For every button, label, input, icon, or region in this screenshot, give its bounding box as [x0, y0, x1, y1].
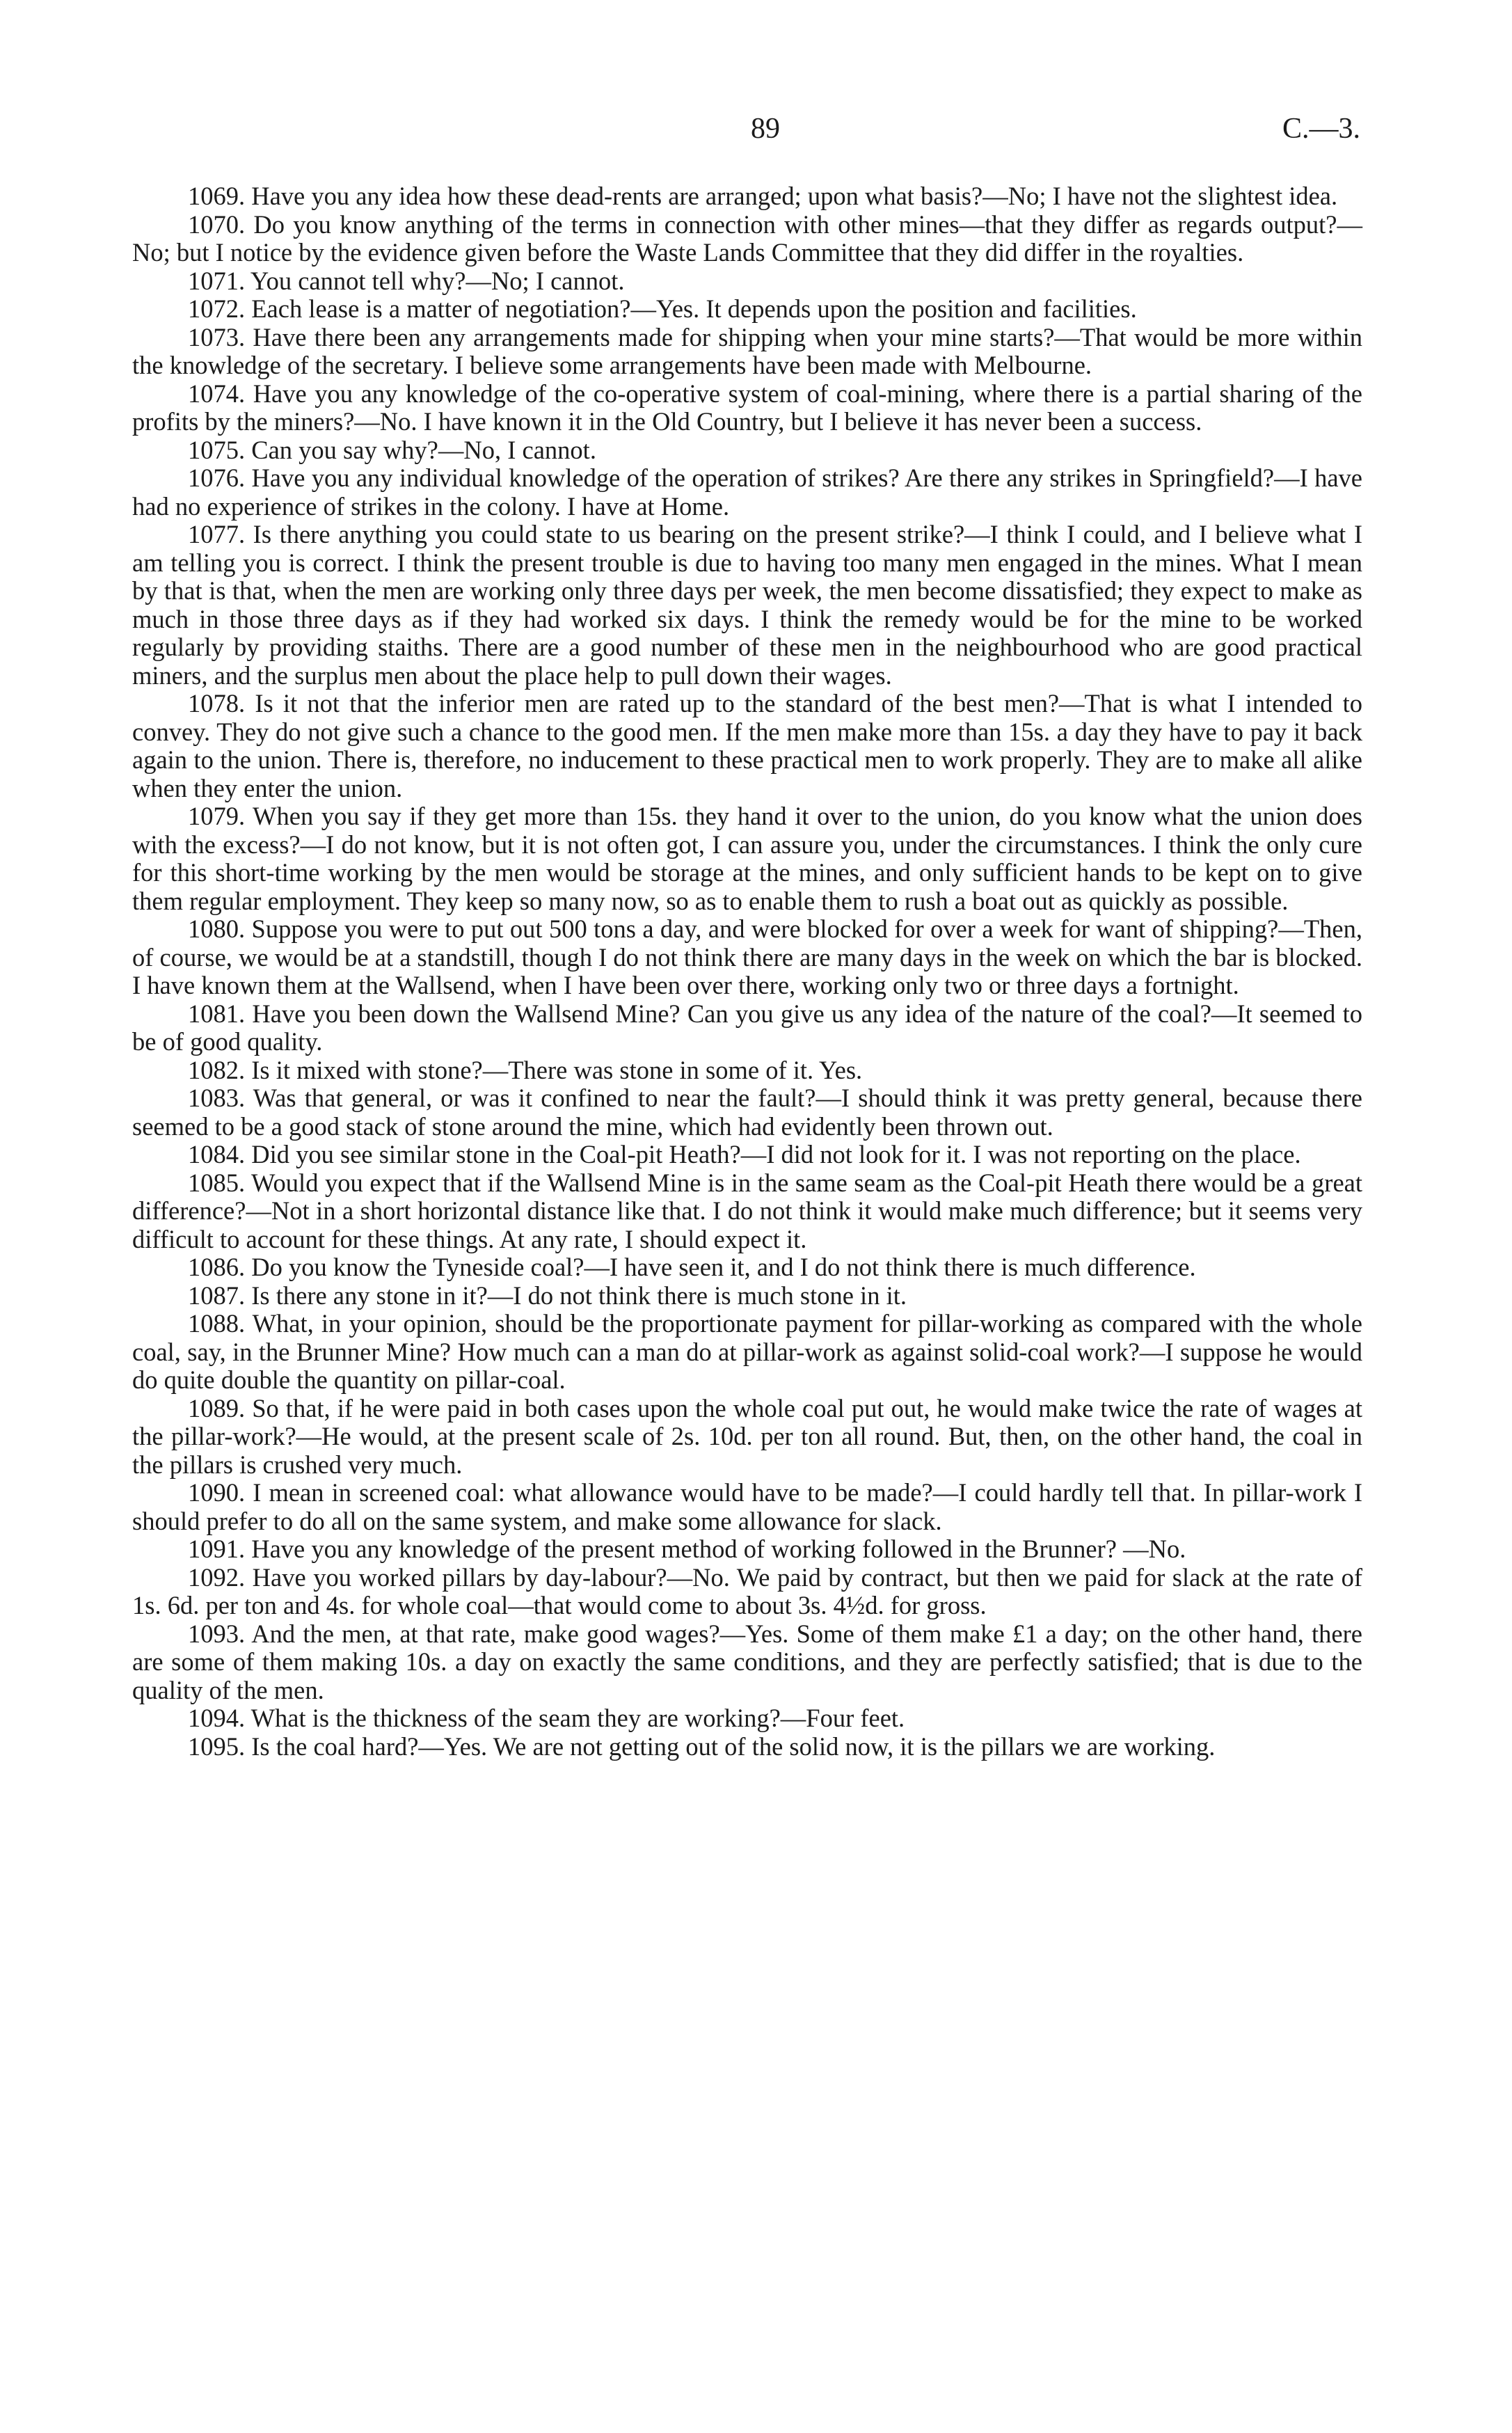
paragraph-1072: 1072. Each lease is a matter of negotiation?—Yes. It depends upon the position and facilities.: [188, 294, 1137, 323]
paragraph-1087: 1087. Is there any stone in it?—I do not think there is much stone in it.: [188, 1281, 907, 1310]
paragraph-1090: 1090. I mean in screened coal: what allowance would have to be made?—I could hardly tell that. In pillar-work I should prefer to do all on the same system, and make some allowance for slack.: [132, 1478, 1362, 1535]
paragraph-1089: 1089. So that, if he were paid in both cases upon the whole coal put out, he would make twice the rate of wages at the pillar-work?—He would, at the present scale of 2s. 10d. per ton all round. But, then, on the other hand, the coal in the pillars is crushed very much.: [132, 1393, 1362, 1479]
paragraph-1094: 1094. What is the thickness of the seam they are working?—Four feet.: [188, 1704, 905, 1732]
paragraph-1074: 1074. Have you any knowledge of the co-operative system of coal-mining, where there is a partial sharing of the profits by the miners?—No. I have known it in the Old Country, but I believe it has never been a success.: [132, 379, 1362, 436]
paragraph-1091: 1091. Have you any knowledge of the present method of working followed in the Brunner? —No.: [188, 1535, 1186, 1563]
paragraph-1071: 1071. You cannot tell why?—No; I cannot.: [188, 266, 625, 295]
paragraph-1075: 1075. Can you say why?—No, I cannot.: [188, 435, 596, 464]
paragraph-1085: 1085. Would you expect that if the Wallsend Mine is in the same seam as the Coal-pit Heath there would be a great difference?—Not in a short horizontal distance like that. I do not think it would make much difference; but it seems very difficult to account for these things. At any rate, I should expect it.: [132, 1168, 1362, 1253]
paragraph-1093: 1093. And the men, at that rate, make good wages?—Yes. Some of them make £1 a day; on the other hand, there are some of them making 10s. a day on exactly the same conditions, and they are perfectly satisfied; that is due to the quality of the men.: [132, 1619, 1362, 1704]
evidence-text: [132, 182, 1362, 1761]
paragraph-1077: 1077. Is there anything you could state to us bearing on the present strike?—I think I could, and I believe what I am telling you is correct. I think the present trouble is due to having too many men engaged in the mines. What I mean by that is that, when the men are working only three days per week, the men become dissatisfied; they expect to make as much in those three days as if they had worked six days. I think the remedy would be for the mine to be worked regularly by providing staiths. There are a good number of these men in the neighbourhood who are good practical miners, and the surplus men about the place help to pull down their wages.: [132, 520, 1362, 690]
paragraph-1084: 1084. Did you see similar stone in the Coal-pit Heath?—I did not look for it. I was not reporting on the place.: [188, 1140, 1301, 1168]
paragraph-1078: 1078. Is it not that the inferior men are rated up to the standard of the best men?—That is what I intended to convey. They do not give such a chance to the good men. If the men make more than 15s. a day they have to pay it back again to the union. There is, therefore, no inducement to these practical men to work properly. They are to make all alike when they enter the union.: [132, 689, 1362, 802]
paragraph-1081: 1081. Have you been down the Wallsend Mine? Can you give us any idea of the nature of the coal?—It seemed to be of good quality.: [132, 999, 1362, 1056]
paragraph-1076: 1076. Have you any individual knowledge of the operation of strikes? Are there any strikes in Springfield?—I have had no experience of strikes in the colony. I have at Home.: [132, 463, 1362, 521]
paragraph-1069: 1069. Have you any idea how these dead-rents are arranged; upon what basis?—No; I have not the slightest idea.: [188, 182, 1338, 210]
document-reference: C.—3.: [1282, 113, 1360, 145]
paragraph-1073: 1073. Have there been any arrangements made for shipping when your mine starts?—That would be more within the knowledge of the secretary. I believe some arrangements have been made with Melbourne.: [132, 322, 1362, 379]
paragraph-1079: 1079. When you say if they get more than 15s. they hand it over to the union, do you know what the union does with the excess?—I do not know, but it is not often got, I can assure you, under the circumstances. I think the only cure for this short-time working by the men would be storage at the mines, and only sufficient hands to be kept on to give them regular employment. They keep so many now, so as to enable them to rush a boat out as quickly as possible.: [132, 802, 1362, 915]
paragraph-1086: 1086. Do you know the Tyneside coal?—I have seen it, and I do not think there is much difference.: [188, 1253, 1196, 1281]
paragraph-1080: 1080. Suppose you were to put out 500 tons a day, and were blocked for over a week for want of shipping?—Then, of course, we would be at a standstill, though I do not think there are many days in the week on which the bar is blocked. I have known them at the Wallsend, when I have been over there, working only two or three days a fortnight.: [132, 914, 1362, 999]
page-number: 89: [751, 113, 780, 145]
paragraph-1092: 1092. Have you worked pillars by day-labour?—No. We paid by contract, but then we paid for slack at the rate of 1s. 6d. per ton and 4s. for whole coal—that would come to about 3s. 4½d. for gross.: [132, 1562, 1362, 1619]
paragraph-1095: 1095. Is the coal hard?—Yes. We are not getting out of the solid now, it is the pillars we are working.: [188, 1731, 1216, 1761]
paragraph-1082: 1082. Is it mixed with stone?—There was stone in some of it. Yes.: [188, 1055, 863, 1084]
paragraph-1083: 1083. Was that general, or was it confined to near the fault?—I should think it was pretty general, because there seemed to be a good stack of stone around the mine, which had evidently been thrown out.: [132, 1084, 1362, 1141]
paragraph-1070: 1070. Do you know anything of the terms in connection with other mines—that they differ as regards output?—No; but I notice by the evidence given before the Waste Lands Committee that they did differ in the royalties.: [132, 209, 1362, 267]
paragraph-1088: 1088. What, in your opinion, should be the proportionate payment for pillar-working as compared with the whole coal, say, in the Brunner Mine? How much can a man do at pillar-work as against solid-coal work?—I suppose he would do quite double the quantity on pillar-coal.: [132, 1309, 1362, 1394]
